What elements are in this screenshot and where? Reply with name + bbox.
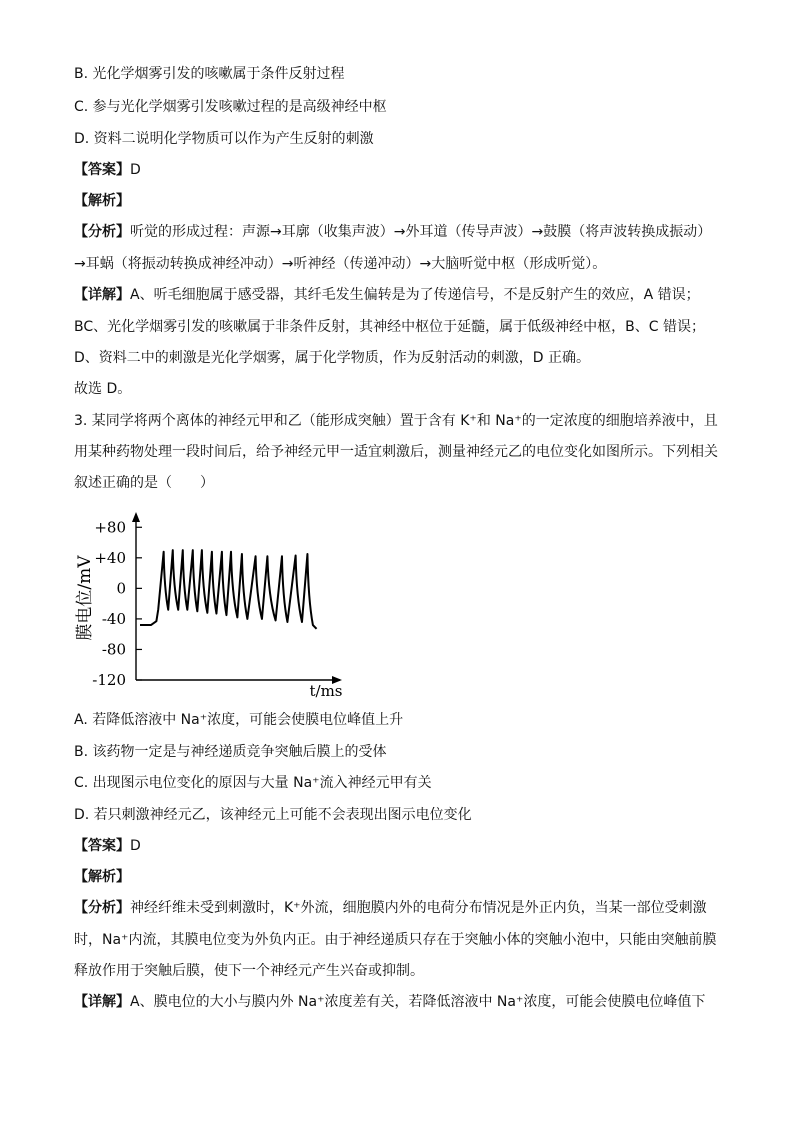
membrane-potential-chart [60,500,360,700]
series-line-membrane-potential [140,550,317,629]
q3-xiangjie: 【详解】A、膜电位的大小与膜内外 Na⁺浓度差有关，若降低溶液中 Na⁺浓度，可能会使膜电位峰值下 [74,994,706,1010]
y-axis-arrow [132,512,140,522]
q2-analysis-label: 【解析】 [74,193,130,209]
q3-fenxi-cont-2: 释放作用于突触后膜，使下一个神经元产生兴奋或抑制。 [74,963,424,979]
y-tick-label: -120 [92,671,126,689]
q2-option-c: C. 参与光化学烟雾引发咳嗽过程的是高级神经中枢 [74,99,387,115]
q3-option-c: C. 出现图示电位变化的原因与大量 Na⁺流入神经元甲有关 [74,775,432,791]
q3-stem-1: 3. 某同学将两个离体的神经元甲和乙（能形成突触）置于含有 K⁺和 Na⁺的一定浓度的细胞培养液中，且 [74,413,718,429]
y-tick-label: -40 [101,609,126,628]
y-tick-label: +40 [94,548,126,567]
q3-option-a: A. 若降低溶液中 Na⁺浓度，可能会使膜电位峰值上升 [74,712,404,728]
q3-stem-3: 叙述正确的是（ ） [74,475,214,491]
q2-fenxi: 【分析】听觉的形成过程：声源→耳廓（收集声波）→外耳道（传导声波）→鼓膜（将声波转换成振动） [74,224,712,240]
y-tick-label: +80 [94,518,126,537]
membrane-potential-chart-svg [60,500,360,700]
x-axis-label: t/ms [309,682,343,700]
q2-answer: 【答案】D [74,162,141,178]
q2-xiangjie-d: D、资料二中的刺激是光化学烟雾，属于化学物质，作为反射活动的刺激，D 正确。 [74,350,591,366]
q2-fenxi-cont: →耳蜗（将振动转换成神经冲动）→听神经（传递冲动）→大脑听觉中枢（形成听觉）。 [74,256,607,272]
q3-answer: 【答案】D [74,838,141,854]
q3-stem-2: 用某种药物处理一段时间后，给予神经元甲一适宜刺激后，测量神经元乙的电位变化如图所示。下列相关 [74,444,718,460]
q2-xiangjie-bc: BC、光化学烟雾引发的咳嗽属于非条件反射，其神经中枢位于延髓，属于低级神经中枢，B、C 错误； [74,319,705,335]
q3-fenxi-cont-1: 时，Na⁺内流，其膜电位变为外负内正。由于神经递质只存在于突触小体的突触小泡中，只能由突触前膜 [74,932,717,948]
q3-fenxi: 【分析】神经纤维未受到刺激时，K⁺外流，细胞膜内外的电荷分布情况是外正内负，当某一部位受刺激 [74,900,707,916]
q2-xiangjie: 【详解】A、听毛细胞属于感受器，其纤毛发生偏转是为了传递信号，不是反射产生的效应，A 错误； [74,287,700,303]
q2-option-b: B. 光化学烟雾引发的咳嗽属于条件反射过程 [74,66,345,82]
q2-conclusion: 故选 D。 [74,381,132,397]
q3-analysis-label: 【解析】 [74,869,130,885]
q2-option-d: D. 资料二说明化学物质可以作为产生反射的刺激 [74,131,374,147]
y-axis-label: 膜电位/mV [75,555,95,641]
q3-option-b: B. 该药物一定是与神经递质竞争突触后膜上的受体 [74,744,387,760]
q3-option-d: D. 若只刺激神经元乙，该神经元上可能不会表现出图示电位变化 [74,807,472,823]
y-tick-label: 0 [116,579,126,598]
y-tick-label: -80 [101,640,126,659]
